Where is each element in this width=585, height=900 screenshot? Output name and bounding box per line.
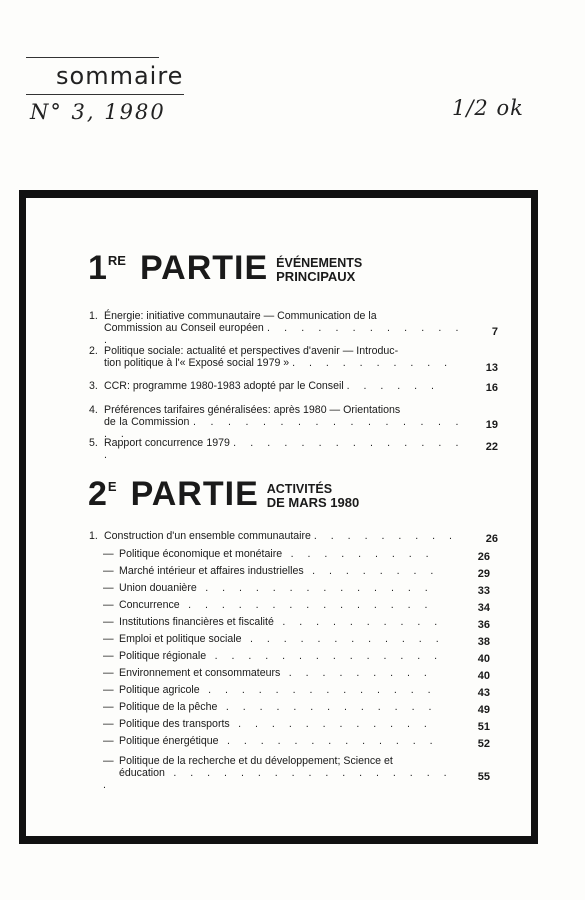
entry-label: Politique des transports xyxy=(119,718,230,730)
leader-dots: . . . . . . . . . xyxy=(282,548,435,560)
entry-text xyxy=(104,530,464,542)
entry-label: Emploi et politique sociale xyxy=(119,633,242,645)
toc-sub-entry[interactable] xyxy=(103,599,463,611)
entry-dash: — xyxy=(103,599,114,611)
leader-dots: . . . . . . . . . . xyxy=(292,357,453,369)
toc-entry[interactable] xyxy=(89,310,484,346)
entry-dash: — xyxy=(103,616,114,628)
entry-page: 34 xyxy=(477,602,490,614)
entry-text xyxy=(104,345,464,369)
entry-page: 49 xyxy=(477,704,490,716)
leader-dots: . . . . . . . . . . . . . xyxy=(104,322,464,346)
entry-page: 38 xyxy=(477,636,490,648)
leader-dots: . . . . . . . . . xyxy=(313,530,458,542)
entry-label: Union douanière xyxy=(119,582,197,594)
part-1-subtitle xyxy=(276,257,362,283)
entry-line1: Préférences tarifaires généralisées: après 1980 — Orientations xyxy=(104,404,401,416)
entry-dash: — xyxy=(103,735,114,747)
entry-dash: — xyxy=(103,718,114,730)
part-2-number: 2 xyxy=(88,475,107,513)
part-1-word: PARTIE xyxy=(139,249,269,287)
entry-line2: tion politique à l'« Exposé social 1979 » xyxy=(104,357,290,369)
leader-dots: . . . . . . . . . . xyxy=(273,616,443,628)
entry-dash: — xyxy=(103,684,114,696)
leader-dots: . . . . . . . . . . . . . . . . . . xyxy=(104,416,464,440)
entry-text xyxy=(104,380,464,392)
entry-dash: — xyxy=(103,582,114,594)
entry-page: 51 xyxy=(477,721,490,733)
entry-line1: Rapport concurrence 1979 xyxy=(104,437,230,449)
entry-label: Marché intérieur et affaires industrielles xyxy=(119,565,304,577)
handwritten-issue-number: N° 3, 1980 xyxy=(30,100,166,124)
entry-number: 5. xyxy=(89,437,98,449)
entry-dash: — xyxy=(103,755,114,767)
leader-dots: . . . . . . xyxy=(346,380,440,392)
leader-dots: . . . . . . . . . . . . . xyxy=(218,735,439,747)
entry-page: 29 xyxy=(477,568,490,580)
entry-line1: Construction d'un ensemble communautaire xyxy=(104,530,311,542)
entry-line2: éducation xyxy=(119,767,165,779)
leader-dots: . . . . . . . . . . . . . . xyxy=(199,684,437,696)
entry-page: 52 xyxy=(477,738,490,750)
part-1-subtitle-line2: PRINCIPAUX xyxy=(276,269,356,284)
entry-number: 2. xyxy=(89,345,98,357)
entry-dash: — xyxy=(103,565,114,577)
entry-line2: de la Commission xyxy=(104,416,190,428)
document-title: sommaire xyxy=(56,62,184,90)
entry-number: 1. xyxy=(89,530,98,542)
part-2-heading xyxy=(88,477,359,511)
part-2-subtitle-line1: ACTIVITÉS xyxy=(266,482,333,496)
toc-sub-entry[interactable] xyxy=(103,633,463,645)
entry-page: 40 xyxy=(477,653,490,665)
part-1-number: 1 xyxy=(88,249,107,287)
entry-dash: — xyxy=(103,701,114,713)
entry-label: Politique économique et monétaire xyxy=(119,548,283,560)
handwritten-note: 1/2 ok xyxy=(452,96,524,120)
leader-dots: . . . . . . . . . . . . . . xyxy=(196,582,434,594)
entry-number: 4. xyxy=(89,404,98,416)
toc-sub-entry[interactable] xyxy=(103,735,463,747)
leader-dots: . . . . . . . . . . . . . . xyxy=(206,650,443,662)
leader-dots: . . . . . . . . . . . . . . . xyxy=(104,437,464,461)
entry-dash: — xyxy=(103,548,114,560)
toc-entry[interactable] xyxy=(89,530,484,544)
part-2-word: PARTIE xyxy=(130,475,259,513)
toc-sub-entry[interactable] xyxy=(103,650,463,662)
entry-dash: — xyxy=(103,667,114,679)
leader-dots: . . . . . . . . . . . . xyxy=(229,718,433,730)
entry-line2: Commission au Conseil européen xyxy=(104,322,264,334)
entry-line1: Politique sociale: actualité et perspectives d'avenir — Introduc- xyxy=(104,345,399,357)
toc-entry[interactable] xyxy=(89,345,484,373)
entry-label: Environnement et consommateurs xyxy=(119,667,281,679)
part-1-number-suffix: RE xyxy=(107,253,126,268)
entry-label: Concurrence xyxy=(119,599,180,611)
entry-text xyxy=(104,310,464,346)
entry-number: 1. xyxy=(89,310,98,322)
entry-page: 36 xyxy=(477,619,490,631)
toc-sub-entry[interactable] xyxy=(103,582,463,594)
part-1-heading xyxy=(88,251,362,285)
leader-dots: . . . . . . . . . xyxy=(280,667,433,679)
entry-dash: — xyxy=(103,633,114,645)
entry-label: Politique énergétique xyxy=(119,735,219,747)
entry-page: 55 xyxy=(477,771,490,783)
leader-dots: . . . . . . . . . . . . . . . xyxy=(179,599,433,611)
entry-page: 26 xyxy=(485,533,498,545)
toc-sub-entry[interactable] xyxy=(103,667,463,679)
part-2-subtitle xyxy=(267,483,359,509)
entry-dash: — xyxy=(103,650,114,662)
toc-sub-entry[interactable] xyxy=(103,616,463,628)
entry-line1: CCR: programme 1980-1983 adopté par le Conseil xyxy=(104,380,344,392)
part-2-number-suffix: E xyxy=(107,479,117,494)
entry-page: 16 xyxy=(485,382,498,394)
entry-line1: Énergie: initiative communautaire — Communication de la xyxy=(104,310,377,322)
toc-entry[interactable] xyxy=(89,437,484,461)
leader-dots: . . . . . . . . . . . . . . . . . . xyxy=(103,767,453,791)
entry-label: Politique régionale xyxy=(119,650,207,662)
entry-page: 40 xyxy=(477,670,490,682)
entry-label: Politique agricole xyxy=(119,684,200,696)
leader-dots: . . . . . . . . . . . . xyxy=(241,633,445,645)
leader-dots: . . . . . . . . . . . . . xyxy=(217,701,437,713)
entry-text xyxy=(104,404,464,440)
toc-sub-entry[interactable] xyxy=(103,684,463,696)
entry-line1: Politique de la recherche et du développement; Science et xyxy=(119,755,393,767)
entry-page: 22 xyxy=(485,441,498,453)
entry-label: Politique de la pêche xyxy=(119,701,218,713)
leader-dots: . . . . . . . . xyxy=(303,565,439,577)
toc-entry[interactable] xyxy=(89,380,484,394)
entry-page: 33 xyxy=(477,585,490,597)
entry-text xyxy=(104,437,464,461)
part-2-subtitle-line2: DE MARS 1980 xyxy=(266,495,360,510)
toc-sub-entry[interactable] xyxy=(103,718,463,730)
toc-sub-entry[interactable] xyxy=(103,701,463,713)
toc-sub-entry[interactable] xyxy=(103,565,463,577)
part-1-subtitle-line1: ÉVÉNEMENTS xyxy=(276,256,363,270)
toc-sub-entry[interactable] xyxy=(103,548,463,560)
entry-page: 19 xyxy=(485,419,498,431)
entry-page: 43 xyxy=(477,687,490,699)
top-rule xyxy=(26,57,159,58)
entry-number: 3. xyxy=(89,380,98,392)
entry-page: 13 xyxy=(485,362,498,374)
title-underline xyxy=(26,94,184,95)
toc-sub-entry[interactable] xyxy=(103,755,463,791)
toc-entry[interactable] xyxy=(89,404,484,440)
entry-page: 7 xyxy=(491,326,498,338)
entry-label: Institutions financières et fiscalité xyxy=(119,616,274,628)
entry-page: 26 xyxy=(477,551,490,563)
